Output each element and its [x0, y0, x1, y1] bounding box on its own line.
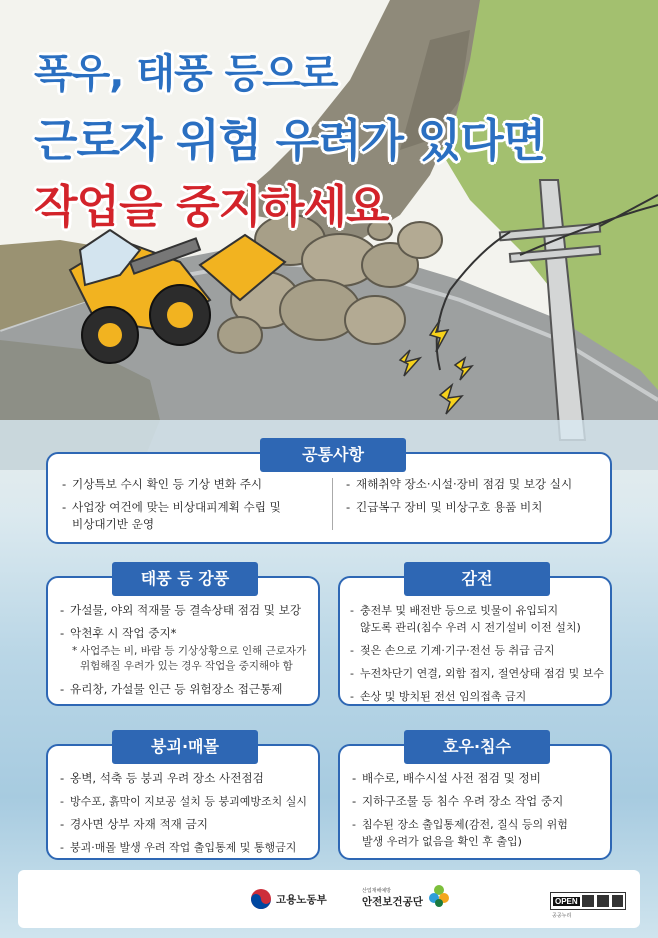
list-item: - 방수포, 흙막이 지보공 설치 등 붕괴예방조치 실시: [60, 793, 316, 810]
agency-name: 안전보건공단: [362, 896, 423, 908]
list-item: - 기상특보 수시 확인 등 기상 변화 주시: [62, 476, 332, 493]
agency-logo-icon: [428, 884, 450, 908]
collapse-box: [46, 737, 320, 860]
list-item: - 악천후 시 작업 중지*: [60, 625, 316, 642]
collapse-title: 붕괴·매몰: [112, 730, 258, 764]
flood-title: 호우·침수: [404, 730, 550, 764]
footer: [18, 870, 640, 928]
license-label: OPEN: [555, 896, 578, 906]
list-item: - 경사면 상부 자재 적재 금지: [60, 816, 316, 833]
list-item: - 침수된 장소 출입통제(감전, 질식 등의 위험 발생 우려가 없음을 확인 후 출입): [352, 816, 608, 850]
open-license-badge: [550, 892, 626, 910]
flood-box: [338, 737, 612, 860]
list-item: - 긴급복구 장비 및 비상구호 용품 비치: [346, 499, 606, 516]
list-item: - 붕괴·매몰 발생 우려 작업 출입통제 및 통행금지: [60, 839, 316, 856]
list-item: - 손상 및 방치된 전선 임의접촉 금지: [350, 688, 610, 705]
typhoon-list: [60, 602, 316, 704]
title-line-2: 근로자 위험 우려가 있다면: [34, 114, 546, 167]
list-item: - 지하구조물 등 침수 우려 장소 작업 중지: [352, 793, 608, 810]
list-item: - 사업장 여건에 맞는 비상대피계획 수립 및 비상대기반 운영: [62, 499, 332, 533]
electric-title: 감전: [404, 562, 550, 596]
typhoon-title: 태풍 등 강풍: [112, 562, 258, 596]
list-item: - 배수로, 배수시설 사전 점검 및 정비: [352, 770, 608, 787]
collapse-list: [60, 770, 316, 862]
list-item: - 유리창, 가설물 인근 등 위험장소 접근통제: [60, 681, 316, 698]
common-title: 공통사항: [260, 438, 406, 472]
list-item: - 옹벽, 석축 등 붕괴 우려 장소 사전점검: [60, 770, 316, 787]
common-box: [46, 445, 612, 544]
common-divider: [332, 478, 333, 530]
list-item: - 재해취약 장소·시설·장비 점검 및 보강 실시: [346, 476, 606, 493]
license-icons: [582, 895, 623, 907]
ministry-logo-icon: [250, 888, 272, 910]
agency-small-label: 산업재해예방: [362, 888, 391, 894]
common-left-list: [62, 476, 332, 539]
title-line-1: 폭우, 태풍 등으로: [34, 51, 338, 97]
list-item: - 젖은 손으로 기계·기구·전선 등 취급 금지: [350, 642, 610, 659]
typhoon-note: * 사업주는 비, 바람 등 기상상황으로 인해 근로자가 위험해질 우려가 있는 경우 작업을 중지해야 함: [60, 644, 316, 674]
typhoon-box: [46, 569, 320, 706]
flood-list: [352, 770, 608, 856]
list-item: - 충전부 및 배전반 등으로 빗물이 유입되지 않도록 관리(침수 우려 시 전기설비 이전 설치): [350, 602, 610, 636]
common-right-list: [346, 476, 606, 522]
list-item: - 누전차단기 연결, 외함 접지, 절연상태 점검 및 보수: [350, 665, 610, 682]
license-small-label: 공공누리: [552, 913, 572, 919]
title-line-3: 작업을 중지하세요: [34, 180, 389, 233]
list-item: - 가설물, 야외 적재물 등 결속상태 점검 및 보강: [60, 602, 316, 619]
electric-box: [338, 569, 612, 706]
ministry-name: 고용노동부: [276, 894, 327, 906]
electric-list: [350, 602, 610, 711]
